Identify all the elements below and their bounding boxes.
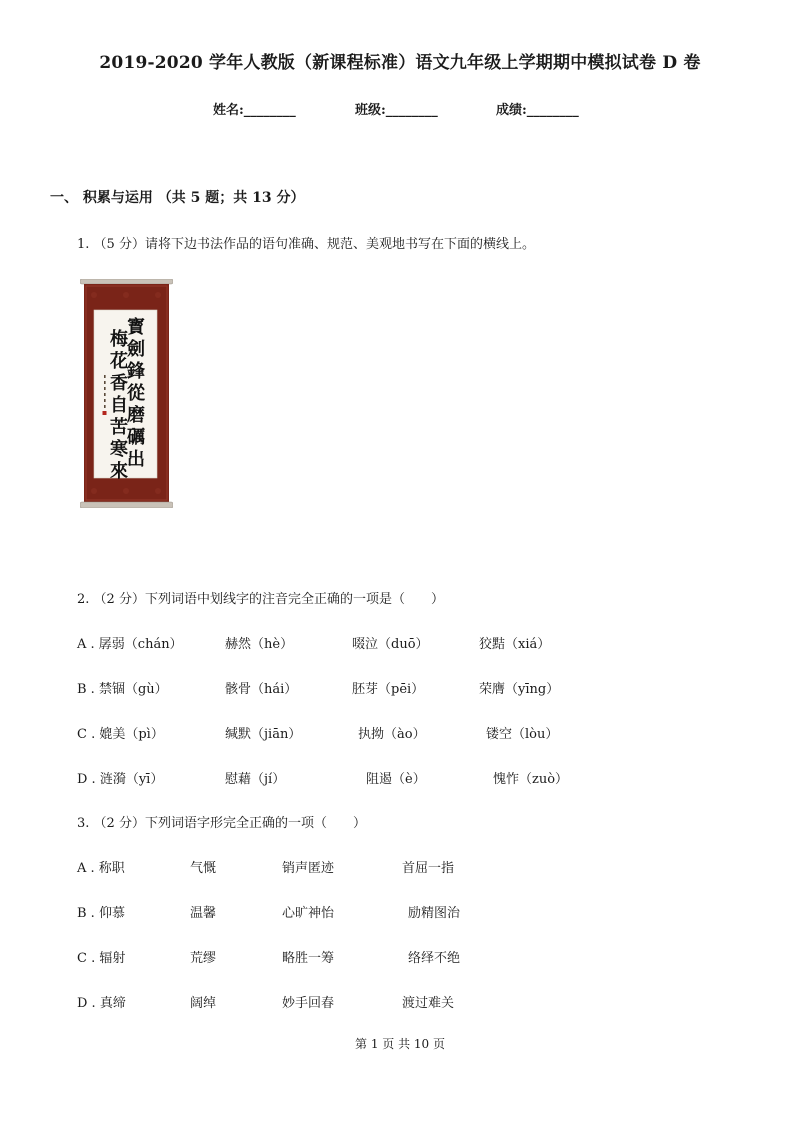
q2-option-a-3: 啜泣（duō） [352, 637, 429, 652]
q3-option-d-1: D . 真缔 [77, 996, 126, 1011]
q3-option-b-4: 励精图治 [408, 906, 461, 921]
q3-option-b-1: B . 仰慕 [77, 906, 125, 921]
q2-option-d-2: 慰藉（jí） [225, 772, 286, 787]
q2-option-b-3: 胚芽（pēi） [352, 682, 425, 697]
q2-option-d-4: 愧怍（zuò） [493, 772, 569, 787]
q3-option-c-3: 略胜一筹 [282, 951, 335, 966]
q2-option-a-4: 狡黠（xiá） [479, 637, 551, 652]
calligraphy-scroll-image [80, 279, 173, 508]
q3-option-d-2: 阔绰 [190, 996, 217, 1011]
question-3-stem: 3. （2 分）下列词语字形完全正确的一项（ ） [77, 816, 366, 831]
score-field: 成绩:________ [496, 103, 579, 118]
class-field: 班级:________ [355, 103, 438, 118]
q2-option-d-1: D . 涟漪（yī） [77, 772, 164, 787]
q3-option-c-1: C . 辐射 [77, 951, 126, 966]
name-field: 姓名:________ [213, 103, 296, 118]
q3-option-b-3: 心旷神怡 [282, 906, 335, 921]
q3-option-a-2: 气慨 [190, 861, 217, 876]
q3-option-c-4: 络绎不绝 [408, 951, 461, 966]
q3-option-c-2: 荒缪 [190, 951, 217, 966]
q2-option-c-1: C . 媲美（pì） [77, 727, 164, 742]
q3-option-a-4: 首屈一指 [402, 861, 455, 876]
page-footer: 第 1 页 共 10 页 [355, 1037, 445, 1051]
q2-option-c-4: 镂空（lòu） [486, 727, 559, 742]
q3-option-a-3: 销声匿迹 [282, 861, 335, 876]
q2-option-d-3: 阻遏（è） [366, 772, 426, 787]
q2-option-a-2: 赫然（hè） [225, 637, 294, 652]
question-1-stem: 1. （5 分）请将下边书法作品的语句准确、规范、美观地书写在下面的横线上。 [77, 237, 535, 252]
q2-option-c-2: 缄默（jiān） [225, 727, 302, 742]
q2-option-b-4: 荣膺（yīng） [479, 682, 560, 697]
q2-option-a-1: A . 孱弱（chán） [77, 637, 183, 652]
q3-option-a-1: A . 称职 [77, 861, 125, 876]
section-heading: 一、 积累与运用 （共 5 题；共 13 分） [50, 190, 305, 206]
q2-option-c-3: 执拗（ào） [358, 727, 426, 742]
calligraphy-column-left: 梅花香自苦寒來 [110, 329, 128, 482]
page-title: 2019-2020 学年人教版（新课程标准）语文九年级上学期期中模拟试卷 D 卷 [99, 53, 701, 73]
q2-option-b-1: B . 禁锢（gù） [77, 682, 168, 697]
question-2-stem: 2. （2 分）下列词语中划线字的注音完全正确的一项是（ ） [77, 592, 444, 607]
q3-option-d-3: 妙手回春 [282, 996, 335, 1011]
q3-option-b-2: 温馨 [190, 906, 217, 921]
q2-option-b-2: 骸骨（hái） [225, 682, 298, 697]
q3-option-d-4: 渡过难关 [402, 996, 455, 1011]
calligraphy-column-right: 寳劍鋒從磨礪出 [127, 317, 145, 470]
